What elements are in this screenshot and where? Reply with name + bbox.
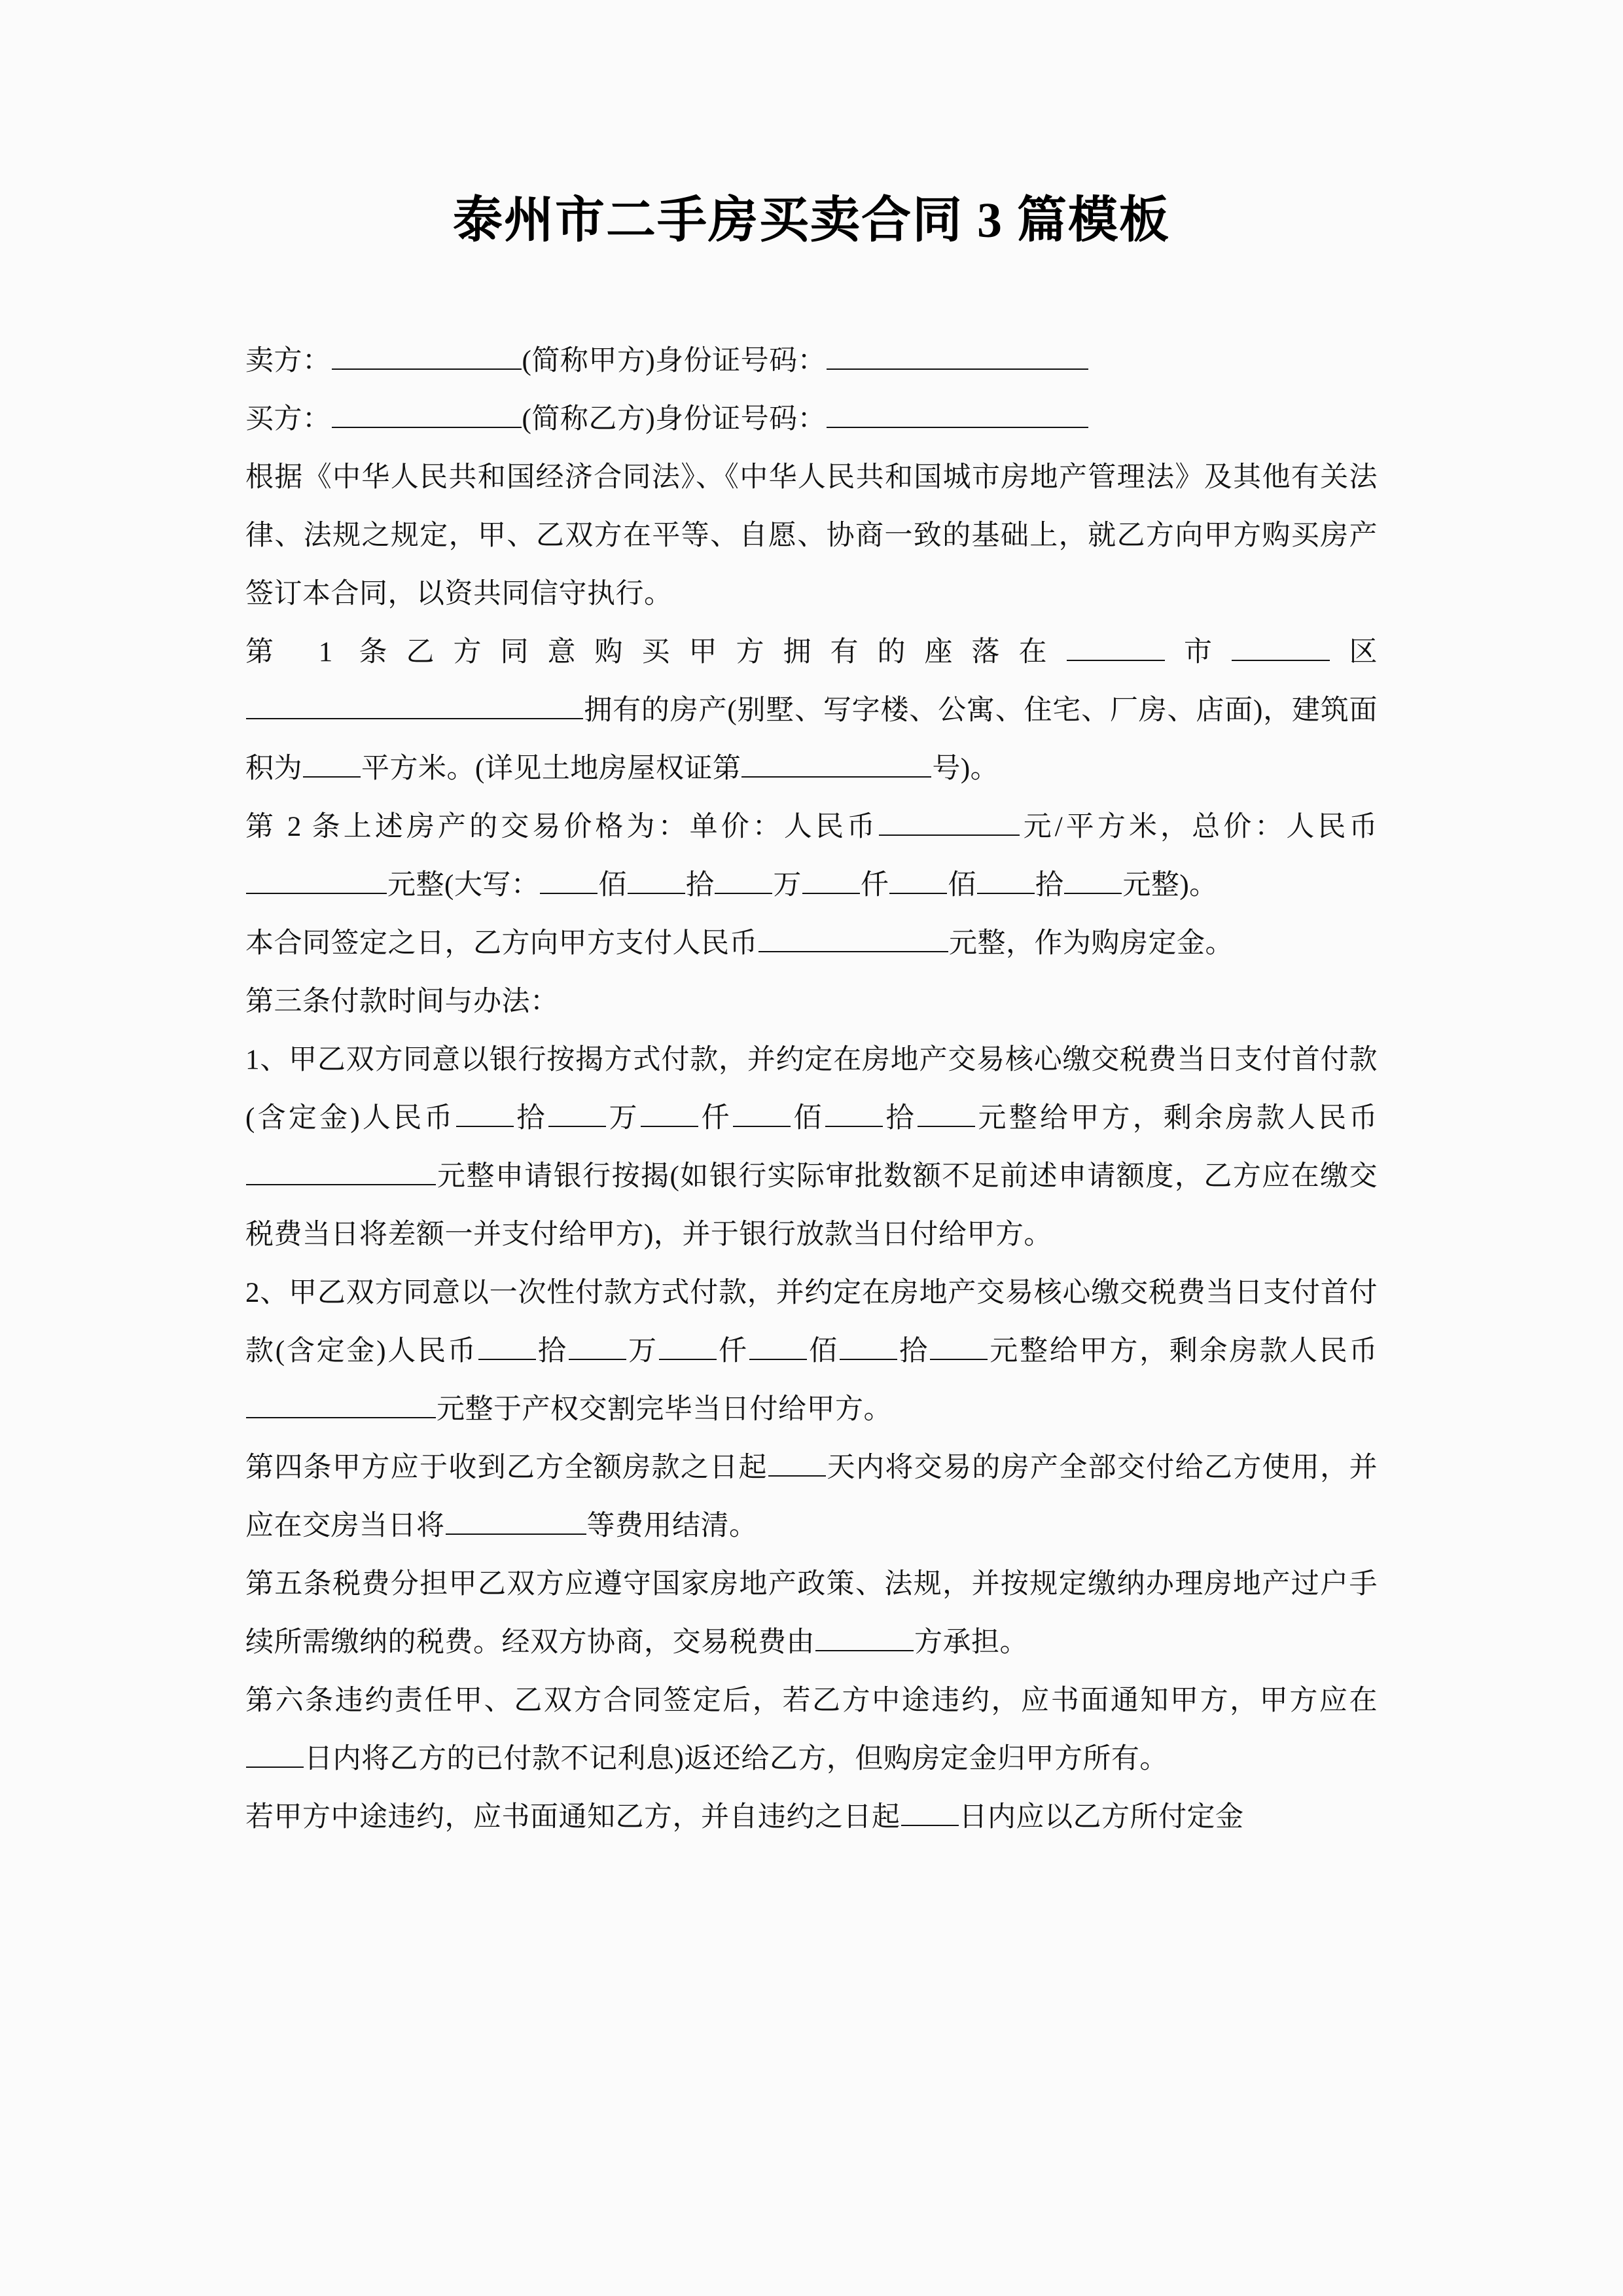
buyer-label: 买方： bbox=[245, 404, 331, 435]
clause-2-paragraph bbox=[245, 798, 1378, 914]
clause-2-unit-price-blank[interactable] bbox=[879, 807, 1020, 836]
item-1-wan-blank[interactable] bbox=[548, 1098, 606, 1127]
clause-6-line2-tail: 日内应以乙方所付定金 bbox=[959, 1802, 1244, 1833]
clause-2-cn-bai1: 佰 bbox=[598, 870, 627, 901]
clause-2-cn-bai2: 佰 bbox=[948, 870, 976, 901]
item-1-bai: 佰 bbox=[791, 1103, 825, 1134]
item-2-shi1-blank[interactable] bbox=[478, 1331, 536, 1360]
item-1-shi2-blank[interactable] bbox=[825, 1098, 883, 1127]
page-title: 泰州市二手房买卖合同 3 篇模板 bbox=[453, 193, 1170, 248]
clause-6-line2-prefix: 若甲方中途违约，应书面通知乙方，并自违约之日起 bbox=[245, 1802, 901, 1833]
buyer-id-blank[interactable] bbox=[827, 399, 1088, 428]
deposit-suffix: 元整，作为购房定金。 bbox=[949, 928, 1234, 959]
item-2-qian: 仟 bbox=[717, 1336, 749, 1367]
clause-1-line-1 bbox=[245, 623, 1378, 681]
item-2-after-amount: 元整给甲方，剩余房款人民币 bbox=[988, 1336, 1378, 1367]
clause-1-district-suffix: 区 bbox=[1330, 637, 1378, 668]
deposit-paragraph bbox=[245, 914, 1378, 973]
item-2-tail: 元整于产权交割完毕当日付给甲方。 bbox=[437, 1394, 892, 1425]
item-1-qian: 仟 bbox=[698, 1103, 732, 1134]
clause-1-district-blank[interactable] bbox=[1232, 632, 1330, 661]
deposit-amount-blank[interactable] bbox=[758, 924, 948, 952]
item-1-shi1-blank[interactable] bbox=[456, 1098, 514, 1127]
buyer-name-blank[interactable] bbox=[332, 399, 522, 428]
clause-2-cn-tail: 元整)。 bbox=[1122, 870, 1218, 901]
clause-2-cn-yuan-blank[interactable] bbox=[1064, 865, 1122, 894]
item-2-remaining-blank[interactable] bbox=[246, 1390, 436, 1418]
clause-2-cn-shi2: 拾 bbox=[1035, 870, 1064, 901]
clause-1-city-suffix: 市 bbox=[1165, 637, 1231, 668]
clause-6-mid: 日内将乙方的已付款不记利息)返还给乙方，但购房定金归甲方所有。 bbox=[304, 1744, 1168, 1774]
clause-6-line2-days-blank[interactable] bbox=[901, 1797, 959, 1826]
clause-1-intro: 第 1 条乙方同意购买甲方拥有的座落在 bbox=[245, 637, 1066, 668]
seller-id-blank[interactable] bbox=[827, 341, 1088, 370]
seller-label: 卖方： bbox=[245, 346, 331, 376]
clause-2-cn-wan: 万 bbox=[773, 870, 802, 901]
item-1-shi2: 拾 bbox=[883, 1103, 917, 1134]
clause-4-mid: 天内将交易的房产全部交付给乙方使用，并应在交房当日将 bbox=[245, 1452, 1378, 1541]
item-1-after-amount: 元整给甲方，剩余房款人民币 bbox=[975, 1103, 1378, 1134]
item-1-tail: 元整申请银行按揭(如银行实际审批数额不足前述申请额度，乙方应在缴交税费当日将差额一并支付给甲方)，并于银行放款当日付给甲方。 bbox=[245, 1161, 1378, 1250]
clause-4-days-blank[interactable] bbox=[768, 1448, 826, 1477]
clause-2-intro: 第 2 条上述房产的交易价格为：单价：人民币 bbox=[245, 812, 879, 842]
item-2-yuan-blank[interactable] bbox=[930, 1331, 988, 1360]
clause-2-total-price-blank[interactable] bbox=[246, 865, 387, 894]
clause-2-cn-shi2-blank[interactable] bbox=[977, 865, 1035, 894]
clause-3-item-2 bbox=[245, 1264, 1378, 1439]
clause-1-address-blank[interactable] bbox=[246, 691, 583, 719]
clause-2-cn-bai2-blank[interactable] bbox=[889, 865, 947, 894]
clause-2-cn-shi1-blank[interactable] bbox=[628, 865, 685, 894]
clause-4-paragraph bbox=[245, 1439, 1378, 1555]
item-1-qian-blank[interactable] bbox=[641, 1098, 698, 1127]
clause-5-paragraph bbox=[245, 1555, 1378, 1672]
clause-6-days-blank[interactable] bbox=[246, 1739, 304, 1768]
preamble-paragraph: 根据《中华人民共和国经济合同法》、《中华人民共和国城市房地产管理法》及其他有关法律、法规之规定，甲、乙双方在平等、自愿、协商一致的基础上，就乙方向甲方购买房产签订本合同，以资共同信守执行。 bbox=[245, 462, 1378, 609]
document-content bbox=[245, 0, 1378, 1846]
item-1-wan: 万 bbox=[606, 1103, 640, 1134]
clause-1-certificate-blank[interactable] bbox=[741, 749, 931, 778]
clause-5-prefix: 第五条税费分担甲乙双方应遵守国家房地产政策、法规，并按规定缴纳办理房地产过户手续所需缴纳的税费。经双方协商，交易税费由 bbox=[245, 1569, 1378, 1658]
clause-2-cn-wan-blank[interactable] bbox=[715, 865, 772, 894]
item-1-bai-blank[interactable] bbox=[733, 1098, 791, 1127]
buyer-line bbox=[245, 390, 1378, 448]
item-2-wan-blank[interactable] bbox=[569, 1331, 626, 1360]
seller-line bbox=[245, 332, 1378, 390]
clause-1-area-blank[interactable] bbox=[303, 749, 361, 778]
document-body bbox=[245, 332, 1378, 1846]
item-2-bai-blank[interactable] bbox=[749, 1331, 807, 1360]
buyer-alias-label: (简称乙方)身份证号码： bbox=[522, 404, 827, 435]
clause-2-cn-qian: 仟 bbox=[860, 870, 889, 901]
clause-1-area-unit: 平方米。(详见土地房屋权证第 bbox=[361, 753, 741, 784]
clause-6-continuation bbox=[245, 1788, 1378, 1846]
item-2-prefix: 2、甲乙双方同意以一次性付款方式付款，并约定在房地产交易核心缴交税费当日支付首付款(含定金)人民币 bbox=[245, 1278, 1378, 1367]
clause-1-cert-suffix: 号)。 bbox=[932, 753, 999, 784]
clause-2-cn-qian-blank[interactable] bbox=[802, 865, 860, 894]
clause-2-cn-shi1: 拾 bbox=[685, 870, 715, 901]
item-2-shi2: 拾 bbox=[897, 1336, 929, 1367]
clause-5-tail: 方承担。 bbox=[914, 1627, 1028, 1658]
item-2-shi1: 拾 bbox=[536, 1336, 568, 1367]
clause-3-item-1 bbox=[245, 1031, 1378, 1264]
clause-4-fees-blank[interactable] bbox=[446, 1506, 586, 1535]
item-1-prefix: 1、甲乙双方同意以银行按揭方式付款，并约定在房地产交易核心缴交税费当日支付首付款(含定金)人民币 bbox=[245, 1045, 1378, 1134]
item-2-qian-blank[interactable] bbox=[659, 1331, 717, 1360]
clause-6-prefix: 第六条违约责任甲、乙双方合同签定后，若乙方中途违约，应书面通知甲方，甲方应在 bbox=[245, 1685, 1378, 1716]
seller-alias-label: (简称甲方)身份证号码： bbox=[522, 346, 827, 376]
item-2-shi2-blank[interactable] bbox=[840, 1331, 897, 1360]
item-2-wan: 万 bbox=[626, 1336, 658, 1367]
clause-4-tail: 等费用结清。 bbox=[586, 1511, 758, 1541]
clause-6-paragraph bbox=[245, 1672, 1378, 1788]
clause-1-line-2 bbox=[245, 681, 1378, 798]
item-1-yuan-blank[interactable] bbox=[918, 1098, 975, 1127]
item-2-bai: 佰 bbox=[807, 1336, 839, 1367]
clause-2-total-suffix: 元整(大写： bbox=[387, 870, 540, 901]
item-1-shi1: 拾 bbox=[514, 1103, 548, 1134]
clause-4-prefix: 第四条甲方应于收到乙方全额房款之日起 bbox=[245, 1452, 768, 1483]
seller-name-blank[interactable] bbox=[332, 341, 522, 370]
clause-2-unit-price-suffix: 元/平方米，总价：人民币 bbox=[1020, 812, 1378, 842]
clause-3-heading: 第三条付款时间与办法： bbox=[245, 986, 559, 1017]
clause-5-party-blank[interactable] bbox=[815, 1623, 914, 1651]
clause-2-cn-bai1-blank[interactable] bbox=[540, 865, 597, 894]
item-1-remaining-blank[interactable] bbox=[246, 1157, 436, 1185]
deposit-prefix: 本合同签定之日，乙方向甲方支付人民币 bbox=[245, 928, 758, 959]
clause-1-city-blank[interactable] bbox=[1067, 632, 1165, 661]
clause-1-property-types: 拥有的房产(别墅、写字楼、公寓、住宅、厂房、店面)，建筑面积为 bbox=[245, 695, 1378, 784]
